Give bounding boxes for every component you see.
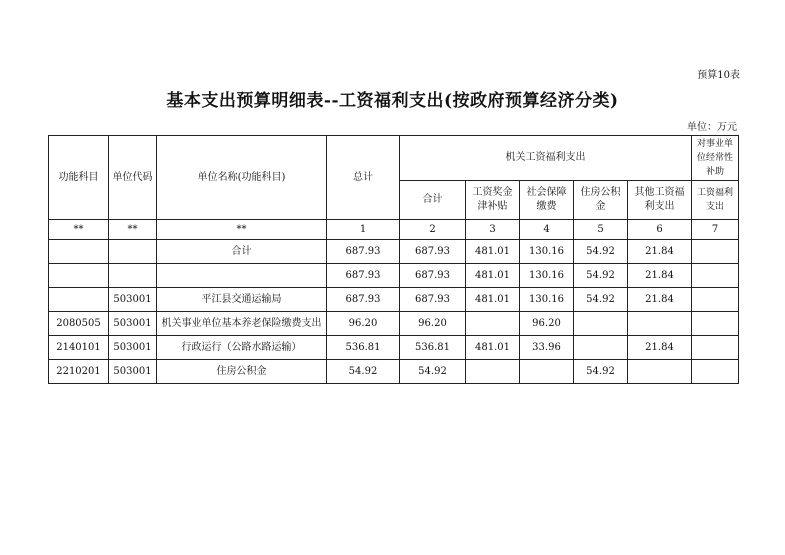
table-row <box>49 240 739 264</box>
unit-label: 单位：万元 <box>687 122 737 133</box>
col-other: 其他工资福利支出 <box>628 181 692 220</box>
marker-cell: 1 <box>327 220 400 240</box>
cell-unit-code: 503001 <box>109 360 157 384</box>
marker-cell: ** <box>109 220 157 240</box>
marker-cell: 4 <box>520 220 574 240</box>
col-func-code: 功能科目 <box>49 136 109 220</box>
cell-unit-name: 机关事业单位基本养老保险缴费支出 <box>157 312 327 336</box>
cell-total: 687.93 <box>327 288 400 312</box>
table-row <box>49 288 739 312</box>
table-row <box>49 336 739 360</box>
cell-unit-code: 503001 <box>109 336 157 360</box>
cell-unit-name <box>157 264 327 288</box>
table-row <box>49 312 739 336</box>
cell-func-code <box>49 264 109 288</box>
cell-total: 687.93 <box>327 240 400 264</box>
marker-cell: ** <box>49 220 109 240</box>
cell-total: 54.92 <box>327 360 400 384</box>
cell-func-code: 2080505 <box>49 312 109 336</box>
col-housing: 住房公积金 <box>574 181 628 220</box>
cell-social: 130.16 <box>520 264 574 288</box>
cell-unit-name: 平江县交通运输局 <box>157 288 327 312</box>
cell-housing: 54.92 <box>574 264 628 288</box>
cell-social: 130.16 <box>520 288 574 312</box>
cell-unit-name: 住房公积金 <box>157 360 327 384</box>
cell-other: 21.84 <box>628 288 692 312</box>
marker-cell: ** <box>157 220 327 240</box>
cell-inst-wage <box>692 264 739 288</box>
marker-cell: 2 <box>400 220 466 240</box>
page-number: 预算10表 <box>697 70 740 81</box>
cell-social: 33.96 <box>520 336 574 360</box>
cell-inst-wage <box>692 312 739 336</box>
cell-unit-code: 503001 <box>109 312 157 336</box>
table-body <box>49 136 739 384</box>
cell-social: 96.20 <box>520 312 574 336</box>
cell-subtotal: 536.81 <box>400 336 466 360</box>
marker-cell: 6 <box>628 220 692 240</box>
cell-housing <box>574 312 628 336</box>
cell-subtotal: 687.93 <box>400 240 466 264</box>
cell-wage <box>466 360 520 384</box>
cell-total: 687.93 <box>327 264 400 288</box>
col-group-inst: 对事业单位经常性补助 <box>692 136 739 181</box>
cell-inst-wage <box>692 288 739 312</box>
cell-subtotal: 687.93 <box>400 288 466 312</box>
cell-func-code <box>49 240 109 264</box>
cell-unit-code <box>109 264 157 288</box>
cell-wage <box>466 312 520 336</box>
cell-func-code: 2210201 <box>49 360 109 384</box>
cell-func-code: 2140101 <box>49 336 109 360</box>
cell-housing: 54.92 <box>574 288 628 312</box>
cell-wage: 481.01 <box>466 336 520 360</box>
col-subtotal: 合计 <box>400 181 466 220</box>
page-title: 基本支出预算明细表--工资福利支出(按政府预算经济分类) <box>166 91 619 111</box>
cell-wage: 481.01 <box>466 240 520 264</box>
marker-cell: 7 <box>692 220 739 240</box>
cell-total: 536.81 <box>327 336 400 360</box>
col-group-org: 机关工资福利支出 <box>400 136 692 181</box>
cell-other <box>628 360 692 384</box>
marker-row <box>49 220 739 240</box>
cell-subtotal: 54.92 <box>400 360 466 384</box>
col-unit-code: 单位代码 <box>109 136 157 220</box>
cell-other: 21.84 <box>628 240 692 264</box>
col-social: 社会保障缴费 <box>520 181 574 220</box>
cell-subtotal: 96.20 <box>400 312 466 336</box>
cell-housing <box>574 336 628 360</box>
col-inst-wage: 工资福利支出 <box>692 181 739 220</box>
cell-wage: 481.01 <box>466 288 520 312</box>
cell-housing: 54.92 <box>574 240 628 264</box>
cell-inst-wage <box>692 240 739 264</box>
col-unit-name: 单位名称(功能科目) <box>157 136 327 220</box>
marker-cell: 5 <box>574 220 628 240</box>
budget-table <box>48 135 739 384</box>
cell-unit-name: 合计 <box>157 240 327 264</box>
cell-other <box>628 312 692 336</box>
header-row <box>49 136 739 181</box>
table-row <box>49 264 739 288</box>
cell-wage: 481.01 <box>466 264 520 288</box>
cell-other: 21.84 <box>628 336 692 360</box>
cell-unit-code: 503001 <box>109 288 157 312</box>
col-wage: 工资奖金津补贴 <box>466 181 520 220</box>
cell-unit-code <box>109 240 157 264</box>
cell-inst-wage <box>692 336 739 360</box>
table-row <box>49 360 739 384</box>
cell-total: 96.20 <box>327 312 400 336</box>
cell-social: 130.16 <box>520 240 574 264</box>
cell-inst-wage <box>692 360 739 384</box>
cell-housing: 54.92 <box>574 360 628 384</box>
cell-subtotal: 687.93 <box>400 264 466 288</box>
cell-social <box>520 360 574 384</box>
cell-unit-name: 行政运行（公路水路运输） <box>157 336 327 360</box>
marker-cell: 3 <box>466 220 520 240</box>
col-total: 总计 <box>327 136 400 220</box>
cell-func-code <box>49 288 109 312</box>
cell-other: 21.84 <box>628 264 692 288</box>
